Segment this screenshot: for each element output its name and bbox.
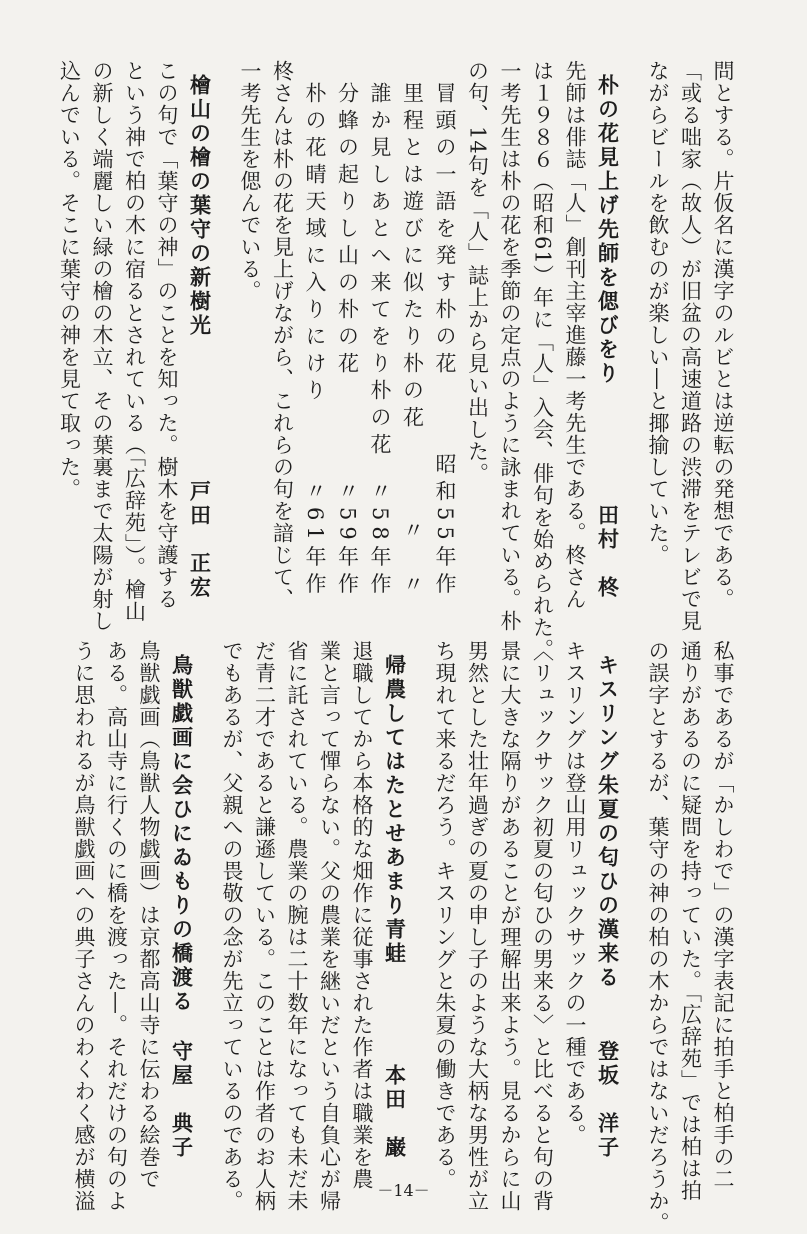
text-line: の新しく端麗しい緑の檜の木立、その葉裏まで太陽が射し bbox=[90, 60, 114, 632]
article-heading bbox=[183, 60, 216, 600]
text-line: 「或る咄家（故人）が旧盆の高速道路の渋滞をテレビで見 bbox=[678, 60, 703, 632]
text-line: 込んでいる。そこに葉守の神を見て取った。 bbox=[57, 60, 82, 500]
article-heading bbox=[591, 60, 624, 600]
text-line: 業と言って憚らない。父の農業を継いだという自負心が帰 bbox=[317, 640, 342, 1212]
text-line: 柊さんは朴の花を見上げながら、これらの句を諳じて、 bbox=[270, 60, 295, 610]
haiku-text: 里程とは遊びに似たり朴の花 bbox=[400, 82, 425, 433]
haiku-author: 田村 柊 bbox=[595, 504, 620, 600]
text-line: 景に大きな隔りがあることが理解出来よう。見るからに山 bbox=[498, 640, 522, 1212]
text-line: 先師は俳誌「人」創刊主宰進藤一考先生である。柊さん bbox=[563, 60, 587, 610]
text-line: は１９８６（昭和61）年に「人」入会、俳句を始められた。 bbox=[530, 60, 555, 661]
article-heading bbox=[378, 640, 411, 1160]
haiku-text: 誰か見しあとへ来てをり朴の花 bbox=[368, 82, 392, 460]
text-line: この句で「葉守の神」のことを知った。樹木を守護する bbox=[155, 60, 179, 610]
haiku-text: 朴の花晴天域に入りにけり bbox=[303, 82, 327, 406]
text-line: うに思われるが鳥獣戯画への典子さんのわくわく感が横溢 bbox=[72, 640, 96, 1212]
text-line: ながらビールを飲むのが楽しい―と揶揄していた。 bbox=[646, 60, 670, 566]
page-number: －14－ bbox=[377, 1181, 430, 1200]
article-heading bbox=[591, 640, 624, 1160]
text-line: の句、14句を「人」誌上から見い出した。 bbox=[465, 60, 490, 485]
text-line: 〈リュックサック初夏の匂ひの男来る〉と比べると句の背 bbox=[530, 640, 555, 1212]
text-line: 一考先生は朴の花を季節の定点のように詠まれている。朴 bbox=[498, 60, 522, 632]
haiku-title: 朴の花見上げ先師を偲びをり bbox=[595, 74, 620, 386]
text-line: 省に託されている。農業の腕は二十数年になっても未だ未 bbox=[285, 640, 309, 1212]
haiku-text: 冒頭の一語を発す朴の花 bbox=[433, 82, 457, 379]
text-line: ある。高山寺に行くのに橋を渡った―。それだけの句のよ bbox=[104, 640, 129, 1212]
haiku-title: 鳥獣戯画に会ひにゐもりの橋渡る bbox=[169, 654, 194, 1014]
text-line: キスリングは登山用リュックサックの一種である。 bbox=[563, 640, 587, 1146]
article-heading bbox=[165, 640, 198, 1160]
text-line: の誤字とするが、葉守の神の柏の木からではないだろうか。 bbox=[646, 640, 670, 1234]
haiku-note: 〃59年作 bbox=[335, 480, 360, 600]
haiku-note: 〃 〃 bbox=[400, 519, 425, 600]
upper-text-block bbox=[57, 60, 739, 661]
text-line: 男然とした壮年過ぎの夏の申し子のような大柄な男性が立 bbox=[465, 640, 490, 1212]
text-line: 退職してから本格的な畑作に従事された作者は職業を農 bbox=[350, 640, 374, 1190]
haiku-text: 分蜂の起りし山の朴の花 bbox=[335, 82, 360, 379]
haiku-author: 守屋 典子 bbox=[169, 1040, 194, 1160]
haiku-note: 〃58年作 bbox=[368, 480, 392, 600]
text-line: ち現れて来るだろう。キスリングと朱夏の働きである。 bbox=[433, 640, 457, 1190]
text-line: という神で柏の木に宿るとされている（「広辞苑」）。檜山 bbox=[122, 60, 147, 623]
quoted-haiku bbox=[331, 60, 364, 600]
quoted-haiku bbox=[299, 60, 332, 600]
haiku-author: 戸田 正宏 bbox=[187, 480, 212, 600]
text-line: でもあるが、父親への畏敬の念が先立っているのである。 bbox=[220, 640, 244, 1212]
haiku-note: 〃61年作 bbox=[303, 480, 327, 600]
quoted-haiku bbox=[364, 60, 397, 600]
haiku-author: 本田 巌 bbox=[382, 1064, 407, 1160]
haiku-title: キスリング朱夏の匂ひの漢来る bbox=[595, 654, 620, 990]
quoted-haiku bbox=[396, 60, 429, 600]
haiku-note: 昭和55年作 bbox=[433, 453, 457, 600]
text-line: 私事であるが「かしわで」の漢字表記に拍手と柏手の二 bbox=[711, 640, 735, 1190]
text-line: 鳥獣戯画（鳥獣人物戯画）は京都高山寺に伝わる絵巻で bbox=[137, 640, 161, 1190]
haiku-title: 檜山の檜の葉守の新樹光 bbox=[187, 74, 212, 338]
text-line: 問とする。片仮名に漢字のルビとは逆転の発想である。 bbox=[711, 60, 735, 610]
text-line: 通りがあるのに疑問を持っていた。「広辞苑」では柏は拍 bbox=[678, 640, 703, 1202]
text-line: 一考先生を偲んでいる。 bbox=[238, 60, 262, 302]
haiku-author: 登坂 洋子 bbox=[595, 1040, 620, 1160]
quoted-haiku bbox=[429, 60, 462, 600]
text-line: だ青二才であると謙遜している。このことは作者のお人柄 bbox=[252, 640, 277, 1212]
haiku-title: 帰農してはたとせあまり青蛙 bbox=[382, 654, 407, 966]
